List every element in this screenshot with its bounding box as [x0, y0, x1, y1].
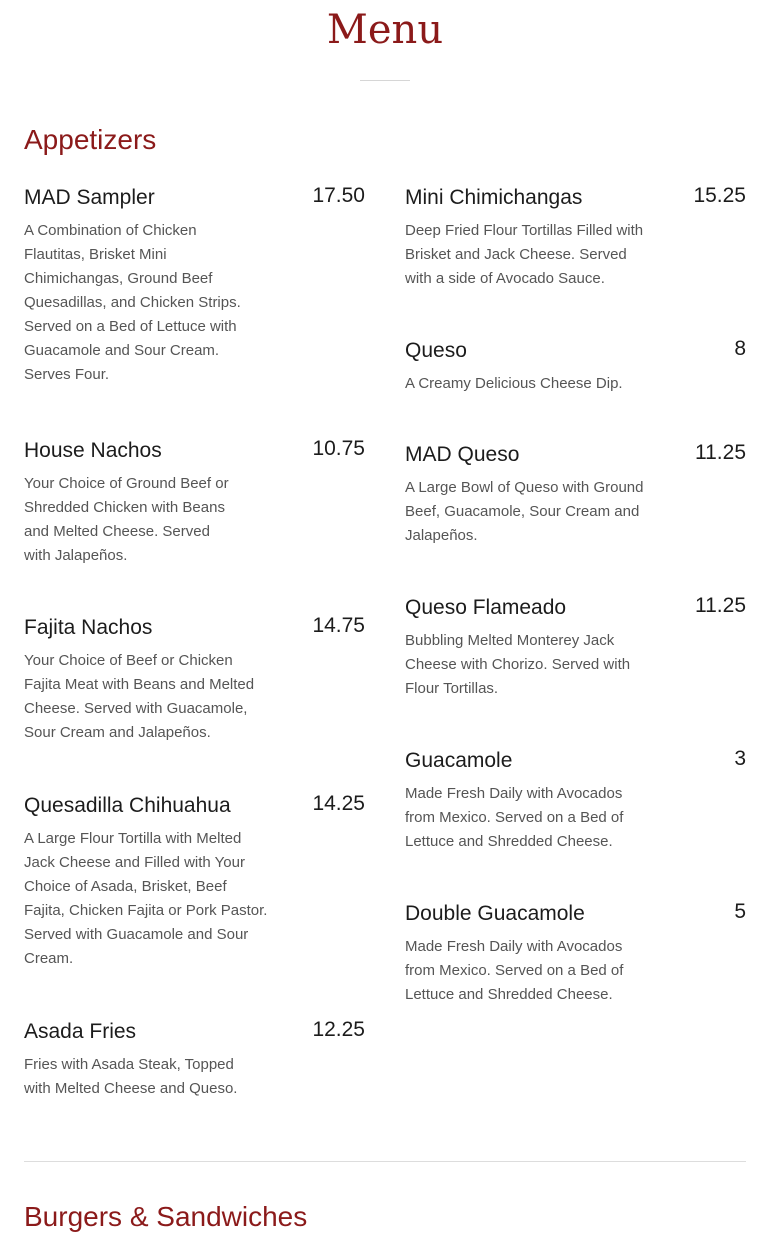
item-name: Fajita Nachos: [24, 616, 153, 639]
appetizers-left-column: [24, 182, 365, 1101]
menu-item: [24, 435, 365, 568]
item-name: Mini Chimichangas: [405, 186, 583, 209]
item-name: House Nachos: [24, 439, 162, 462]
item-description: A Creamy Delicious Cheese Dip.: [405, 375, 623, 392]
item-name: Queso: [405, 339, 467, 362]
menu-item: [405, 182, 746, 291]
menu-item: [405, 745, 746, 854]
item-description: Deep Fried Flour Tortillas Filled with Brisket and Jack Cheese. Served with a side of Avocado Sauce.: [405, 222, 644, 287]
section-title-appetizers: Appetizers: [24, 124, 157, 155]
item-price: 17.50: [312, 184, 365, 207]
item-price: 11.25: [695, 594, 746, 617]
section-divider: [24, 1161, 746, 1162]
item-description: Made Fresh Daily with Avocados from Mexico. Served on a Bed of Lettuce and Shredded Cheese.: [405, 785, 624, 850]
item-description: Fries with Asada Steak, Topped with Melted Cheese and Queso.: [24, 1056, 238, 1097]
menu-item: [405, 335, 746, 396]
item-price: 11.25: [695, 441, 746, 464]
item-price: 15.25: [693, 184, 746, 207]
item-price: 10.75: [312, 437, 365, 460]
item-description: Your Choice of Beef or Chicken Fajita Meat with Beans and Melted Cheese. Served with Guacamole, Sour Cream and Jalapeños.: [24, 652, 255, 741]
item-name: MAD Sampler: [24, 186, 155, 209]
item-description: Your Choice of Ground Beef or Shredded Chicken with Beans and Melted Cheese. Served with Jalapeños.: [24, 475, 229, 564]
menu-item: [24, 790, 365, 971]
item-name: Asada Fries: [24, 1020, 137, 1043]
item-description: Made Fresh Daily with Avocados from Mexico. Served on a Bed of Lettuce and Shredded Cheese.: [405, 938, 624, 1003]
menu-item: [24, 1016, 365, 1101]
section-title-burgers-sandwiches: Burgers & Sandwiches: [24, 1201, 308, 1232]
item-name: MAD Queso: [405, 443, 520, 466]
menu-item: [405, 592, 746, 701]
item-price: 14.75: [312, 614, 365, 637]
item-name: Guacamole: [405, 749, 513, 772]
item-name: Double Guacamole: [405, 902, 585, 925]
item-description: A Combination of Chicken Flautitas, Brisket Mini Chimichangas, Ground Beef Quesadillas, and Chicken Strips. Served on a Bed of Lettuce with Guacamole and Sour Cream. Serves Four.: [24, 222, 241, 383]
item-price: 8: [734, 337, 746, 360]
item-price: 3: [734, 747, 746, 770]
item-description: Bubbling Melted Monterey Jack Cheese with Chorizo. Served with Flour Tortillas.: [405, 632, 631, 697]
item-name: Queso Flameado: [405, 596, 567, 619]
menu-item: [405, 439, 746, 548]
menu-item: [405, 898, 746, 1007]
item-price: 12.25: [312, 1018, 365, 1041]
item-description: A Large Bowl of Queso with Ground Beef, Guacamole, Sour Cream and Jalapeños.: [405, 479, 644, 544]
menu-item: [24, 182, 365, 387]
menu-item: [24, 612, 365, 745]
item-description: A Large Flour Tortilla with Melted Jack Cheese and Filled with Your Choice of Asada, Brisket, Beef Fajita, Chicken Fajita or Pork Pastor. Served with Guacamole and Sour Cream.: [24, 830, 268, 967]
item-name: Quesadilla Chihuahua: [24, 794, 231, 817]
appetizers-right-column: [405, 182, 746, 1007]
page-title: Menu: [326, 7, 444, 53]
title-divider: [360, 80, 410, 81]
item-price: 14.25: [312, 792, 365, 815]
item-price: 5: [734, 900, 746, 923]
